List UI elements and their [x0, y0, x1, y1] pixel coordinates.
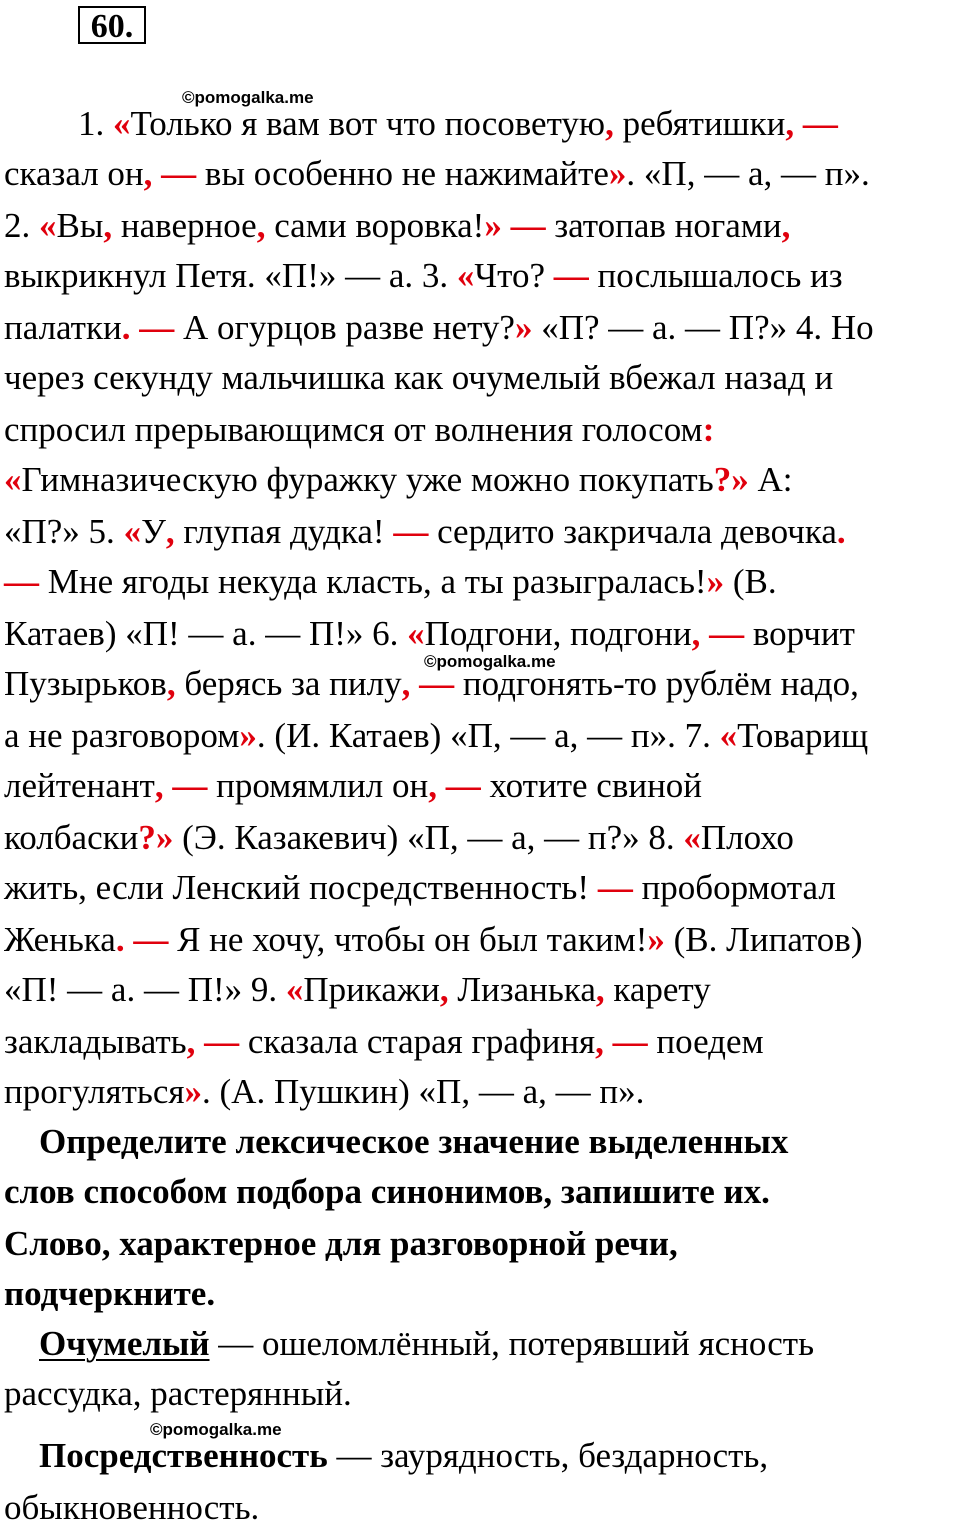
punctuation-highlight: « [39, 206, 57, 245]
punctuation-highlight: — [597, 868, 633, 907]
text-line [4, 716, 868, 756]
text-segment: затопав ногами [545, 206, 782, 245]
punctuation-highlight: » — [484, 206, 546, 245]
watermark: ©pomogalka.me [150, 1420, 282, 1439]
punctuation-highlight: , [103, 206, 113, 245]
text-line [4, 410, 714, 450]
text-segment: «П? — а. — П?» 4. Но [532, 308, 874, 347]
punctuation-highlight: » [514, 308, 533, 347]
text-line [4, 1122, 788, 1162]
text-line [4, 1172, 770, 1212]
punctuation-highlight: , [165, 512, 175, 551]
text-segment: 1. [78, 104, 113, 143]
text-segment: Я не хочу, чтобы он был таким! [168, 920, 648, 959]
text-segment: Товарищ [737, 716, 869, 755]
text-segment: вы особенно не нажимайте [196, 154, 609, 193]
text-segment: Гимназическую фуражку уже можно покупать [21, 460, 714, 499]
punctuation-highlight: » [239, 716, 257, 755]
text-segment: (В. Липатов) [664, 920, 863, 959]
text-segment: ребятишки [613, 104, 786, 143]
text-segment: А: [748, 460, 793, 499]
punctuation-highlight: , — [143, 154, 197, 193]
text-segment: Прикажи [303, 970, 440, 1009]
punctuation-highlight: , [781, 206, 791, 245]
text-segment: лейтенант [4, 766, 155, 805]
text-segment: У [141, 512, 166, 551]
text-line [4, 868, 836, 908]
text-segment: Пузырьков [4, 664, 167, 703]
punctuation-highlight: — [553, 256, 589, 295]
text-line [4, 1022, 764, 1062]
text-segment [4, 1436, 39, 1475]
text-line [4, 308, 874, 348]
text-segment: колбаски [4, 818, 139, 857]
text-segment: (Э. Казакевич) «П, — а, — п?» 8. [173, 818, 684, 857]
punctuation-highlight: , [605, 104, 614, 143]
text-segment: берясь за пилу [175, 664, 402, 703]
punctuation-highlight: : [702, 410, 715, 449]
punctuation-highlight: , — [154, 766, 208, 805]
text-segment: жить, если Ленский посредственность! [4, 868, 598, 907]
text-line [4, 256, 843, 296]
text-line [4, 1274, 215, 1314]
text-segment: подгонять-то рублём надо, [454, 664, 859, 703]
text-segment: пробормотал [632, 868, 836, 907]
punctuation-highlight: , [256, 206, 266, 245]
text-line [4, 154, 870, 194]
text-line [4, 1374, 352, 1414]
punctuation-highlight: « [683, 818, 701, 857]
text-segment: «П! — а. — П!» 9. [4, 970, 286, 1009]
text-segment: 2. [4, 206, 39, 245]
text-line [4, 512, 846, 552]
text-line [4, 562, 777, 602]
text-line [4, 1224, 678, 1264]
text-segment: А огурцов разве нету? [174, 308, 515, 347]
punctuation-highlight: « [456, 256, 475, 295]
text-segment: наверное [112, 206, 257, 245]
text-segment: промямлил он [207, 766, 429, 805]
text-segment: через секунду мальчишка как очумелый вбежал назад и [4, 358, 834, 397]
text-segment: . (И. Катаев) «П, — а, — п». 7. [256, 716, 720, 755]
text-segment: Вы [56, 206, 104, 245]
text-segment: Женька [4, 920, 116, 959]
punctuation-highlight: » [184, 1072, 203, 1111]
text-segment: прогуляться [4, 1072, 185, 1111]
text-line [4, 970, 711, 1010]
text-segment: закладывать [4, 1022, 187, 1061]
text-line [4, 766, 702, 806]
text-line [4, 1488, 259, 1528]
punctuation-highlight: » [706, 562, 725, 601]
punctuation-highlight: — [393, 512, 429, 551]
text-line [4, 614, 855, 654]
text-segment: а не разговором [4, 716, 240, 755]
text-segment: сказала старая графиня [239, 1022, 596, 1061]
underlined-term: Очумелый [39, 1324, 210, 1363]
text-segment: палатки [4, 308, 122, 347]
exercise-number: 60. [78, 6, 146, 44]
text-segment: ворчит [744, 614, 855, 653]
punctuation-highlight: » [608, 154, 627, 193]
bold-text: подчеркните. [4, 1274, 216, 1313]
punctuation-highlight: « [123, 512, 142, 551]
punctuation-highlight: « [113, 104, 131, 143]
punctuation-highlight: ?» [713, 460, 749, 499]
text-segment: глупая дудка! [174, 512, 394, 551]
punctuation-highlight: . — [115, 920, 169, 959]
text-segment: Катаев) «П! — а. — П!» 6. [4, 614, 408, 653]
text-segment: Что? [474, 256, 554, 295]
punctuation-highlight: , — [428, 766, 481, 805]
punctuation-highlight: ?» [138, 818, 174, 857]
punctuation-highlight: « [407, 614, 425, 653]
text-segment: послышалось из [588, 256, 843, 295]
punctuation-highlight: « [285, 970, 304, 1009]
punctuation-highlight: , — [186, 1022, 240, 1061]
text-line [4, 358, 833, 398]
text-segment: Только я вам вот что посоветую [130, 104, 606, 143]
text-line [4, 1436, 768, 1476]
punctuation-highlight: , [166, 664, 176, 703]
text-segment: обыкновенность. [4, 1488, 260, 1527]
text-segment: — заурядность, бездарность, [327, 1436, 769, 1475]
text-segment: Подгони, подгони [424, 614, 692, 653]
text-segment: карету [604, 970, 711, 1009]
bold-text: Слово, характерное для разговорной речи, [4, 1224, 678, 1263]
text-segment: «П?» 5. [4, 512, 124, 551]
bold-text: Посредственность [39, 1436, 328, 1475]
text-line [78, 104, 838, 144]
text-segment: Мне ягоды некуда класть, а ты разыгралась! [39, 562, 707, 601]
punctuation-highlight: , [595, 970, 605, 1009]
text-segment: сами воровка! [265, 206, 485, 245]
punctuation-highlight: « [4, 460, 22, 499]
text-segment [4, 1324, 39, 1363]
punctuation-highlight: , — [401, 664, 455, 703]
text-segment: (В. [724, 562, 777, 601]
punctuation-highlight: , — [595, 1022, 648, 1061]
punctuation-highlight: . [836, 512, 846, 551]
punctuation-highlight: » [647, 920, 665, 959]
text-segment: — ошеломлённый, потерявший ясность [209, 1324, 815, 1363]
text-segment: . «П, — а, — п». [626, 154, 870, 193]
text-segment: сердито закричала девочка [428, 512, 837, 551]
punctuation-highlight: , — [785, 104, 838, 143]
text-segment: выкрикнул Петя. «П!» — а. 3. [4, 256, 457, 295]
watermark: ©pomogalka.me [424, 652, 556, 671]
text-segment: . (А. Пушкин) «П, — а, — п». [202, 1072, 645, 1111]
text-line [4, 664, 859, 704]
punctuation-highlight: , [439, 970, 449, 1009]
text-segment: Лизанька [448, 970, 596, 1009]
text-segment: рассудка, растерянный. [4, 1374, 352, 1413]
text-line [4, 1324, 814, 1364]
punctuation-highlight: — [4, 562, 39, 601]
text-segment: Плохо [700, 818, 794, 857]
text-segment: хотите свиной [480, 766, 703, 805]
watermark: ©pomogalka.me [182, 88, 314, 107]
text-line [4, 460, 792, 500]
punctuation-highlight: . — [121, 308, 175, 347]
text-line [4, 920, 862, 960]
text-segment: поедем [647, 1022, 764, 1061]
bold-text: Определите лексическое значение выделенных [4, 1122, 789, 1161]
text-line [4, 1072, 644, 1112]
text-segment: сказал он [4, 154, 144, 193]
bold-text: слов способом подбора синонимов, запишите их. [4, 1172, 770, 1211]
punctuation-highlight: , — [691, 614, 745, 653]
text-line [4, 206, 790, 246]
text-line [4, 818, 794, 858]
punctuation-highlight: « [719, 716, 738, 755]
text-segment: спросил прерывающимся от волнения голосом [4, 410, 703, 449]
